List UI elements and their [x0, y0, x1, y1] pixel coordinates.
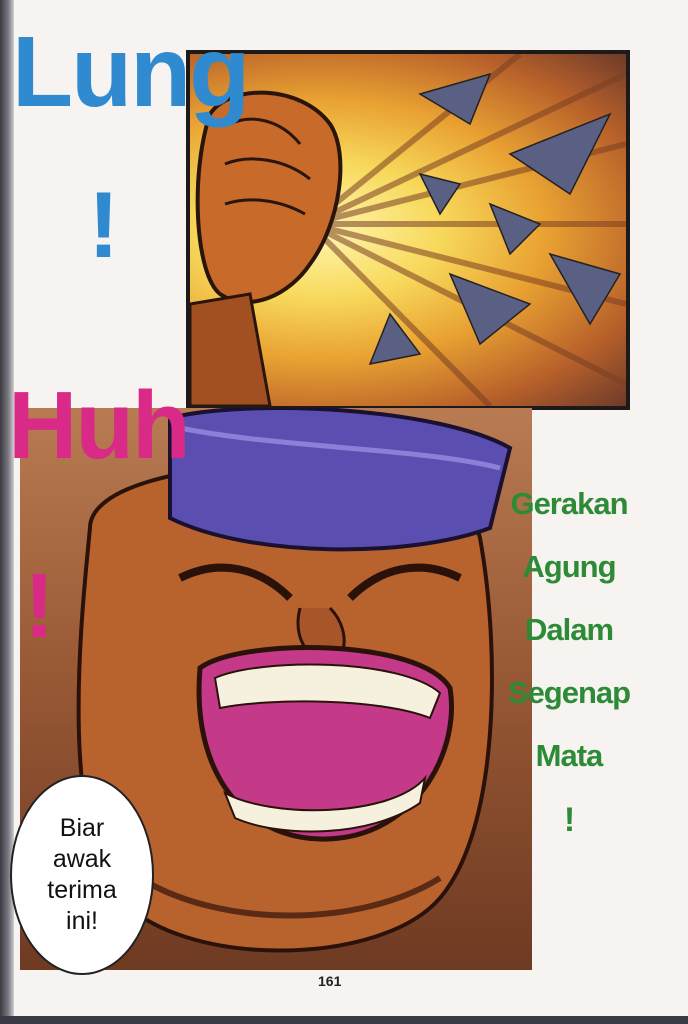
sfx-huh-exclamation: !: [24, 555, 55, 657]
speech-line: awak: [52, 844, 112, 873]
cap-shape: [170, 408, 510, 549]
sfx-huh: Huh: [8, 372, 189, 479]
page-bottom-edge: [0, 1016, 688, 1024]
speech-line: ini!: [66, 907, 98, 936]
caption-line: !: [563, 801, 575, 839]
speech-line: terima: [47, 876, 117, 904]
fist-impact-illustration: [190, 54, 626, 406]
caption-line: Mata: [535, 738, 603, 773]
panel-fist-impact: [186, 50, 630, 410]
page-number: 161: [318, 973, 342, 989]
speech-bubble: [10, 775, 154, 975]
caption-line: Dalam: [524, 612, 614, 647]
caption-line: Gerakan: [510, 486, 628, 521]
caption-line: Segenap: [507, 675, 631, 710]
caption-line: Agung: [522, 549, 616, 584]
fist-shape: [190, 93, 340, 406]
sfx-lung: Lung: [12, 16, 249, 128]
sfx-lung-exclamation: !: [88, 172, 120, 277]
move-name-caption: [494, 488, 644, 869]
speech-line: Biar: [59, 813, 105, 842]
